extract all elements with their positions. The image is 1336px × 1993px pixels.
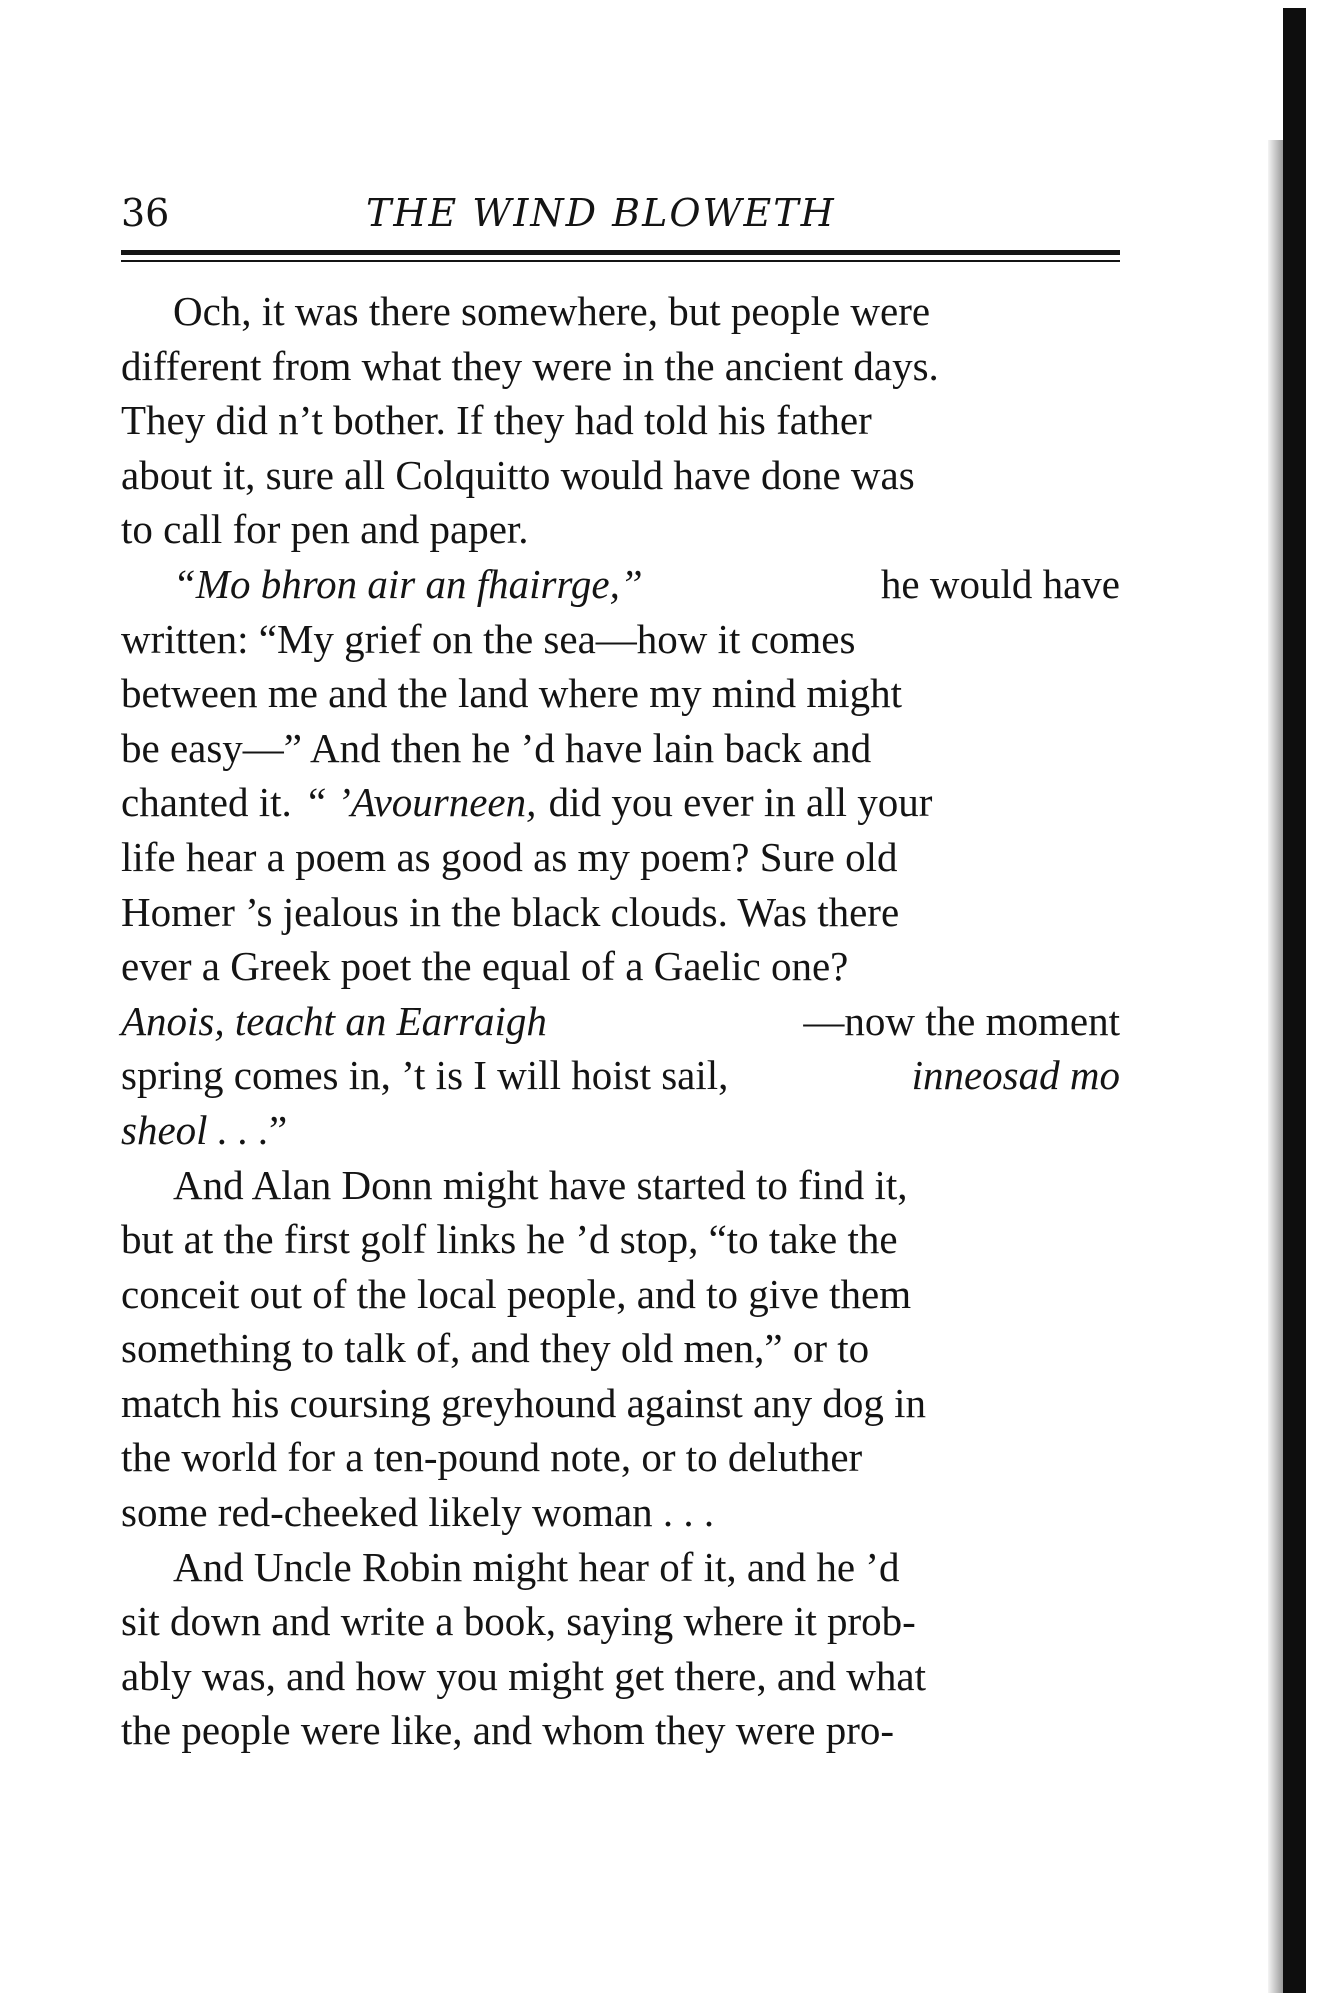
text-line: conceit out of the local people, and to give them — [121, 1270, 912, 1317]
book-gutter-shadow — [1268, 140, 1283, 1993]
text-line: written: “My grief on the sea—how it comes — [121, 615, 856, 662]
text-line: match his coursing greyhound against any dog in — [121, 1379, 927, 1426]
text-line: ably was, and how you might get there, and what — [121, 1652, 927, 1699]
text-line: And Uncle Robin might hear of it, and he ’d — [173, 1543, 900, 1590]
text-line: about it, sure all Colquitto would have done was — [121, 451, 915, 498]
text-line: something to talk of, and they old men,” or to — [121, 1325, 870, 1372]
text-line: some red-cheeked likely woman . . . — [121, 1489, 715, 1536]
page-header — [121, 188, 1121, 238]
text-line: sheol . . . ” — [121, 1106, 288, 1153]
header-rule-thin — [121, 260, 1120, 262]
text-line: Homer ’s jealous in the black clouds. Was there — [121, 888, 900, 935]
text-line: They did n’t bother. If they had told his father — [121, 397, 872, 444]
text-line: sit down and write a book, saying where it prob- — [121, 1598, 916, 1645]
text-line: but at the first golf links he ’d stop, “to take the — [121, 1216, 898, 1263]
text-line: between me and the land where my mind might — [121, 670, 903, 717]
text-line: different from what they were in the ancient days. — [121, 342, 939, 389]
text-line: be easy—” And then he ’d have lain back and — [121, 724, 872, 771]
text-line: to call for pen and paper. — [121, 506, 529, 553]
text-line: “Mo bhron air an fhairrge,” he would have — [173, 560, 1120, 607]
text-line: spring comes in, ’t is I will hoist sail, inneosad mo — [121, 1052, 1120, 1099]
text-line: Och, it was there somewhere, but people were — [173, 288, 931, 334]
text-line: the world for a ten-pound note, or to deluther — [121, 1434, 863, 1481]
text-line: the people were like, and whom they were pro- — [121, 1707, 895, 1754]
text-line: And Alan Donn might have started to find it, — [173, 1161, 908, 1208]
text-line: ever a Greek poet the equal of a Gaelic one? — [121, 943, 849, 990]
text-line: Anois, teacht an Earraigh —now the moment — [121, 997, 1120, 1044]
book-spine-edge — [1283, 8, 1306, 1993]
text-line: life hear a poem as good as my poem? Sure old — [121, 833, 898, 880]
header-rule-thick — [121, 250, 1120, 255]
text-line: chanted it. “ ’Avourneen, did you ever in all your — [121, 779, 933, 826]
running-title: THE WIND BLOWETH — [366, 191, 836, 235]
body-text — [121, 284, 1120, 1758]
page-number: 36 — [121, 191, 170, 235]
